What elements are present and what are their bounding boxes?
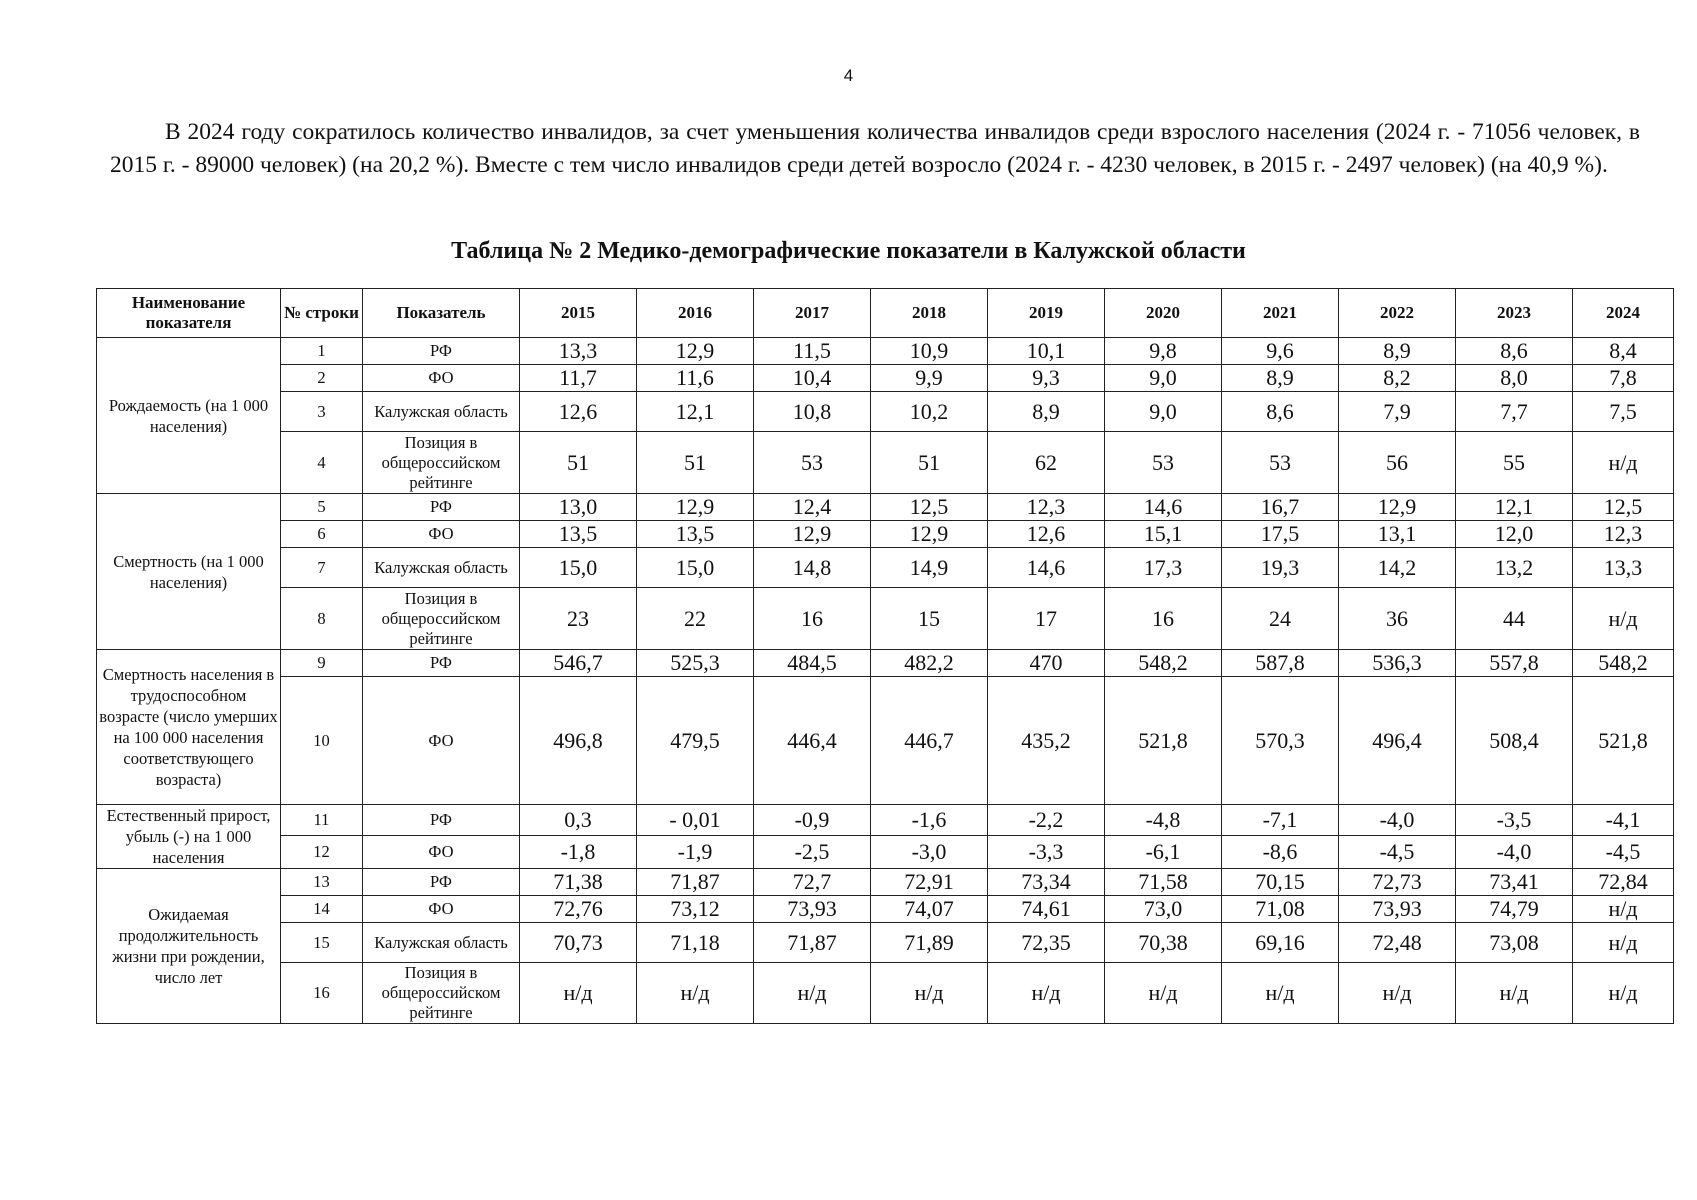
value-cell: -3,0 [871,835,988,868]
value-cell: 16 [754,588,871,650]
group-name-cell: Рождаемость (на 1 000 населения) [97,338,281,494]
value-cell: 10,1 [988,338,1105,365]
header-year: 2018 [871,289,988,338]
value-cell: 7,5 [1573,392,1674,432]
value-cell: 72,7 [754,869,871,896]
value-cell: -1,8 [520,835,637,868]
value-cell: -8,6 [1222,835,1339,868]
value-cell: -1,6 [871,805,988,836]
row-number-cell: 13 [281,869,363,896]
value-cell: 13,3 [1573,548,1674,588]
value-cell: 72,91 [871,869,988,896]
value-cell: 53 [1222,432,1339,494]
value-cell: 15,0 [520,548,637,588]
value-cell: 9,0 [1105,365,1222,392]
value-cell: 546,7 [520,650,637,677]
value-cell: н/д [637,963,754,1024]
indicator-cell: ФО [363,521,520,548]
value-cell: 435,2 [988,677,1105,805]
indicator-cell: Калужская область [363,548,520,588]
header-year: 2016 [637,289,754,338]
value-cell: 72,76 [520,896,637,923]
header-name: Наименование показателя [97,289,281,338]
indicator-cell: Позиция в общероссийском рейтинге [363,432,520,494]
value-cell: 73,0 [1105,896,1222,923]
value-cell: 15 [871,588,988,650]
header-rownum: № строки [281,289,363,338]
indicator-cell: РФ [363,494,520,521]
table-row [97,835,1674,868]
value-cell: 482,2 [871,650,988,677]
value-cell: 548,2 [1573,650,1674,677]
table-body [97,338,1674,1024]
table-row [97,494,1674,521]
row-number-cell: 11 [281,805,363,836]
value-cell: 9,6 [1222,338,1339,365]
value-cell: 496,4 [1339,677,1456,805]
row-number-cell: 5 [281,494,363,521]
group-name-cell: Ожидаемая продолжительность жизни при рождении, число лет [97,869,281,1024]
value-cell: 13,5 [637,521,754,548]
value-cell: 12,9 [1339,494,1456,521]
value-cell: 71,18 [637,923,754,963]
value-cell: -4,1 [1573,805,1674,836]
value-cell: н/д [1573,963,1674,1024]
table-row [97,588,1674,650]
value-cell: 12,0 [1456,521,1573,548]
value-cell: 12,1 [637,392,754,432]
value-cell: 8,0 [1456,365,1573,392]
value-cell: н/д [1573,588,1674,650]
header-indicator: Показатель [363,289,520,338]
value-cell: 508,4 [1456,677,1573,805]
table-row [97,650,1674,677]
value-cell: 8,4 [1573,338,1674,365]
value-cell: 13,0 [520,494,637,521]
value-cell: 72,73 [1339,869,1456,896]
value-cell: 496,8 [520,677,637,805]
indicator-cell: Калужская область [363,392,520,432]
table-row [97,521,1674,548]
value-cell: н/д [1456,963,1573,1024]
value-cell: н/д [1573,923,1674,963]
value-cell: 12,3 [988,494,1105,521]
value-cell: 55 [1456,432,1573,494]
value-cell: -4,5 [1339,835,1456,868]
value-cell: 71,89 [871,923,988,963]
row-number-cell: 8 [281,588,363,650]
value-cell: 587,8 [1222,650,1339,677]
value-cell: 12,5 [1573,494,1674,521]
value-cell: 73,34 [988,869,1105,896]
table-row [97,432,1674,494]
value-cell: 56 [1339,432,1456,494]
value-cell: 536,3 [1339,650,1456,677]
row-number-cell: 16 [281,963,363,1024]
table-row [97,923,1674,963]
header-year: 2022 [1339,289,1456,338]
value-cell: 8,6 [1456,338,1573,365]
value-cell: 74,07 [871,896,988,923]
value-cell: 9,9 [871,365,988,392]
value-cell: 9,3 [988,365,1105,392]
value-cell: н/д [1573,432,1674,494]
value-cell: 446,7 [871,677,988,805]
value-cell: 71,08 [1222,896,1339,923]
value-cell: 12,6 [988,521,1105,548]
value-cell: -1,9 [637,835,754,868]
value-cell: -7,1 [1222,805,1339,836]
row-number-cell: 2 [281,365,363,392]
value-cell: 12,5 [871,494,988,521]
table-row [97,392,1674,432]
value-cell: 62 [988,432,1105,494]
indicator-cell: Позиция в общероссийском рейтинге [363,963,520,1024]
value-cell: 13,1 [1339,521,1456,548]
header-year: 2023 [1456,289,1573,338]
value-cell: 548,2 [1105,650,1222,677]
value-cell: 7,8 [1573,365,1674,392]
value-cell: -4,8 [1105,805,1222,836]
value-cell: 10,9 [871,338,988,365]
row-number-cell: 12 [281,835,363,868]
demographic-table [96,288,1674,1024]
value-cell: 51 [637,432,754,494]
row-number-cell: 9 [281,650,363,677]
value-cell: 70,15 [1222,869,1339,896]
value-cell: 16,7 [1222,494,1339,521]
indicator-cell: Позиция в общероссийском рейтинге [363,588,520,650]
value-cell: н/д [1105,963,1222,1024]
value-cell: 73,12 [637,896,754,923]
indicator-cell: РФ [363,869,520,896]
row-number-cell: 7 [281,548,363,588]
value-cell: 14,6 [1105,494,1222,521]
value-cell: н/д [1222,963,1339,1024]
value-cell: 15,0 [637,548,754,588]
value-cell: 14,6 [988,548,1105,588]
value-cell: 70,73 [520,923,637,963]
table-row [97,338,1674,365]
row-number-cell: 3 [281,392,363,432]
value-cell: 71,87 [637,869,754,896]
table-row [97,869,1674,896]
value-cell: 12,9 [754,521,871,548]
value-cell: 470 [988,650,1105,677]
value-cell: 12,9 [871,521,988,548]
value-cell: 44 [1456,588,1573,650]
page-number: 4 [843,66,854,85]
row-number-cell: 6 [281,521,363,548]
value-cell: 23 [520,588,637,650]
indicator-cell: ФО [363,365,520,392]
table-title: Таблица № 2 Медико-демографические показатели в Калужской области [451,238,1246,264]
value-cell: 22 [637,588,754,650]
value-cell: 17 [988,588,1105,650]
value-cell: 10,8 [754,392,871,432]
value-cell: 11,7 [520,365,637,392]
header-year: 2021 [1222,289,1339,338]
value-cell: 14,9 [871,548,988,588]
value-cell: -2,2 [988,805,1105,836]
value-cell: 7,7 [1456,392,1573,432]
group-name-cell: Естественный прирост, убыль (-) на 1 000 населения [97,805,281,869]
value-cell: 14,8 [754,548,871,588]
value-cell: 8,9 [1222,365,1339,392]
value-cell: 570,3 [1222,677,1339,805]
value-cell: 521,8 [1105,677,1222,805]
value-cell: 9,8 [1105,338,1222,365]
value-cell: - 0,01 [637,805,754,836]
value-cell: 9,0 [1105,392,1222,432]
table-row [97,548,1674,588]
value-cell: 71,87 [754,923,871,963]
table-row [97,896,1674,923]
value-cell: 12,3 [1573,521,1674,548]
header-year: 2020 [1105,289,1222,338]
indicator-cell: Калужская область [363,923,520,963]
value-cell: -4,0 [1339,805,1456,836]
value-cell: 69,16 [1222,923,1339,963]
value-cell: н/д [1573,896,1674,923]
value-cell: 17,3 [1105,548,1222,588]
indicator-cell: ФО [363,896,520,923]
value-cell: 12,9 [637,338,754,365]
value-cell: 72,48 [1339,923,1456,963]
value-cell: -4,5 [1573,835,1674,868]
value-cell: 12,1 [1456,494,1573,521]
group-name-cell: Смертность населения в трудоспособном возрасте (число умерших на 100 000 населения соответствующего возраста) [97,650,281,805]
value-cell: 11,6 [637,365,754,392]
value-cell: 72,84 [1573,869,1674,896]
value-cell: 24 [1222,588,1339,650]
group-name-cell: Смертность (на 1 000 населения) [97,494,281,650]
header-year: 2019 [988,289,1105,338]
value-cell: 71,58 [1105,869,1222,896]
value-cell: 17,5 [1222,521,1339,548]
value-cell: 12,9 [637,494,754,521]
value-cell: 53 [754,432,871,494]
value-cell: 10,4 [754,365,871,392]
row-number-cell: 10 [281,677,363,805]
value-cell: 11,5 [754,338,871,365]
indicator-cell: РФ [363,338,520,365]
row-number-cell: 4 [281,432,363,494]
table-row [97,805,1674,836]
table-row [97,963,1674,1024]
value-cell: 8,6 [1222,392,1339,432]
value-cell: 10,2 [871,392,988,432]
value-cell: 15,1 [1105,521,1222,548]
value-cell: 8,9 [988,392,1105,432]
value-cell: -3,5 [1456,805,1573,836]
value-cell: 51 [520,432,637,494]
value-cell: 73,93 [754,896,871,923]
row-number-cell: 14 [281,896,363,923]
value-cell: -6,1 [1105,835,1222,868]
table-row [97,677,1674,805]
value-cell: 14,2 [1339,548,1456,588]
value-cell: 19,3 [1222,548,1339,588]
indicator-cell: РФ [363,805,520,836]
table-row [97,365,1674,392]
value-cell: 73,41 [1456,869,1573,896]
value-cell: 13,3 [520,338,637,365]
value-cell: н/д [871,963,988,1024]
header-year: 2015 [520,289,637,338]
value-cell: 36 [1339,588,1456,650]
value-cell: 73,08 [1456,923,1573,963]
value-cell: 72,35 [988,923,1105,963]
value-cell: н/д [1339,963,1456,1024]
indicator-cell: ФО [363,835,520,868]
value-cell: 53 [1105,432,1222,494]
value-cell: -2,5 [754,835,871,868]
value-cell: 71,38 [520,869,637,896]
value-cell: -0,9 [754,805,871,836]
intro-paragraph: В 2024 году сократилось количество инвалидов, за счет уменьшения количества инвалидов среди взрослого населения (2024 г. - 71056 человек, в 2015 г. - 89000 человек) (на 20,2 %). Вместе с тем число инвалидов среди детей возросло (2024 г. - 4230 человек, в 2015 г. - 2497 человек) (на 40,9 %). [110,119,1640,178]
value-cell: 13,2 [1456,548,1573,588]
value-cell: 70,38 [1105,923,1222,963]
value-cell: н/д [520,963,637,1024]
value-cell: 0,3 [520,805,637,836]
value-cell: -4,0 [1456,835,1573,868]
value-cell: 557,8 [1456,650,1573,677]
row-number-cell: 1 [281,338,363,365]
header-year: 2017 [754,289,871,338]
value-cell: 16 [1105,588,1222,650]
indicator-cell: РФ [363,650,520,677]
value-cell: 13,5 [520,521,637,548]
value-cell: -3,3 [988,835,1105,868]
value-cell: 73,93 [1339,896,1456,923]
value-cell: 521,8 [1573,677,1674,805]
value-cell: 525,3 [637,650,754,677]
header-year: 2024 [1573,289,1674,338]
value-cell: 74,61 [988,896,1105,923]
header-row [97,289,1674,338]
value-cell: 51 [871,432,988,494]
value-cell: 7,9 [1339,392,1456,432]
value-cell: н/д [988,963,1105,1024]
value-cell: 8,2 [1339,365,1456,392]
value-cell: 484,5 [754,650,871,677]
value-cell: 12,6 [520,392,637,432]
value-cell: н/д [754,963,871,1024]
indicator-cell: ФО [363,677,520,805]
value-cell: 8,9 [1339,338,1456,365]
value-cell: 12,4 [754,494,871,521]
value-cell: 446,4 [754,677,871,805]
value-cell: 479,5 [637,677,754,805]
row-number-cell: 15 [281,923,363,963]
value-cell: 74,79 [1456,896,1573,923]
